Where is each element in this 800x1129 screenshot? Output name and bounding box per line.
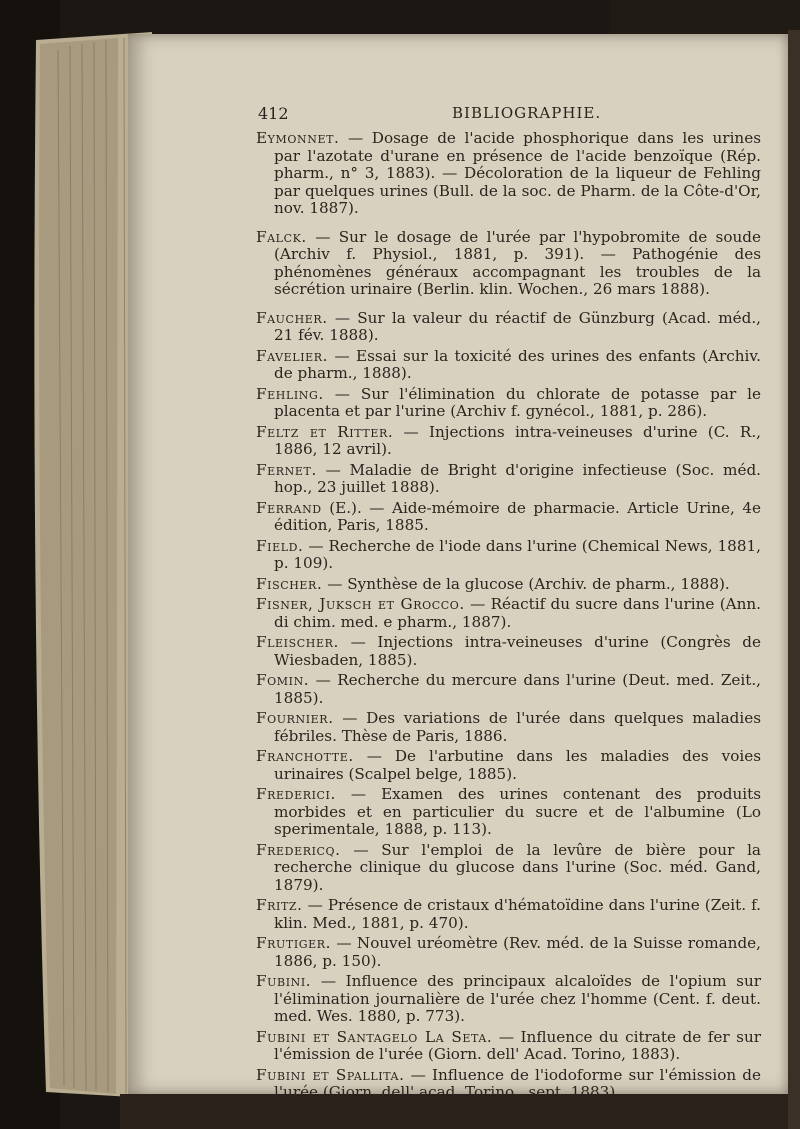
entry-text: — Influence du citrate de fer sur l'émission de l'urée (Giorn. dell' Acad. Torino, 1883). xyxy=(274,1027,761,1063)
entry-author: Eymonnet. xyxy=(256,129,340,147)
entry-text: — Injections intra-veineuses d'urine (Congrès de Wiesbaden, 1885). xyxy=(274,633,761,669)
entry-author: Fehling. xyxy=(256,384,324,403)
entry-author: Feltz et Ritter. xyxy=(256,422,394,441)
bibliography-entry xyxy=(256,786,761,839)
bibliography-entry xyxy=(256,748,761,783)
entry-text: — Influence de l'iodoforme sur l'émission de l'urée (Giorn. dell' acad. Torino., sept. 1883). xyxy=(274,1065,761,1101)
entry-author: Franchotte. xyxy=(256,747,354,765)
entry-text: — Injections intra-veineuses d'urine (C. R., 1886, 12 avril). xyxy=(274,422,761,458)
entry-text: — Maladie de Bright d'origine infectieuse (Soc. méd. hop., 23 juillet 1888). xyxy=(274,460,761,496)
entry-author: Fritz. xyxy=(256,896,303,914)
bibliography-entry xyxy=(256,538,761,573)
bibliography-entry xyxy=(256,842,761,895)
bibliography-entry xyxy=(256,1067,761,1102)
entry-text: — Recherche de l'iode dans l'urine (Chemical News, 1881, p. 109). xyxy=(274,536,761,572)
entry-text: — Sur la valeur du réactif de Günzburg (Acad. méd., 21 fév. 1888). xyxy=(274,308,761,344)
bibliography-entry xyxy=(256,935,761,970)
entry-text: — Recherche du mercure dans l'urine (Deut. med. Zeit., 1885). xyxy=(274,671,761,707)
entry-text: — Examen des urines contenant des produits morbides et en particulier du sucre et de l'albumine (Lo sperimentale, 1888, p. 113). xyxy=(274,785,761,838)
bibliography-entry xyxy=(256,500,761,535)
bibliography-entry xyxy=(256,576,761,594)
entry-author: Fernet. xyxy=(256,460,317,479)
bibliography-entry xyxy=(256,310,761,345)
entry-author: Falck. xyxy=(256,227,307,246)
bibliography-list xyxy=(256,130,761,1102)
entry-author: Fubini et Spallita. xyxy=(256,1065,405,1084)
bibliography-entry xyxy=(256,710,761,745)
entry-text: — Sur le dosage de l'urée par l'hypobromite de soude (Archiv f. Physiol., 1881, p. 391). — Pathogénie des phénomènes généraux accompagnant les troubles de la sécrétion urinaire (Berlin. klin. Wochen., 26 mars 1888). xyxy=(274,227,761,298)
entry-text: — Sur l'emploi de la levûre de bière pour la recherche clinique du glucose dans l'urine (Soc. méd. Gand, 1879). xyxy=(274,840,761,894)
entry-text: — Nouvel uréomètre (Rev. méd. de la Suisse romande, 1886, p. 150). xyxy=(274,934,761,970)
entry-author: Fleischer. xyxy=(256,633,339,651)
entry-author: Frederici. xyxy=(256,785,336,803)
entry-text: — Synthèse de la glucose (Archiv. de pharm., 1888). xyxy=(322,574,730,593)
entry-text: — Influence des principaux alcaloïdes de l'opium sur l'élimination journalière de l'urée chez l'homme (Cent. f. deut. med. Wes. 1880, p. 773). xyxy=(274,972,761,1025)
running-header xyxy=(256,98,761,130)
page-number: 412 xyxy=(258,104,289,123)
entry-author: Fredericq. xyxy=(256,840,341,859)
bibliography-entry xyxy=(256,424,761,459)
entry-author: Fubini et Santagelo La Seta. xyxy=(256,1027,493,1046)
bibliography-entry xyxy=(256,386,761,421)
entry-text: — De l'arbutine dans les maladies des voies urinaires (Scalpel belge, 1885). xyxy=(274,747,761,783)
running-title: BIBLIOGRAPHIE. xyxy=(452,104,602,122)
entry-author: Fischer. xyxy=(256,574,323,593)
bibliography-entry xyxy=(256,130,761,218)
entry-text: — Essai sur la toxicité des urines des enfants (Archiv. de pharm., 1888). xyxy=(274,346,761,382)
bibliography-entry xyxy=(256,973,761,1026)
entry-author: Fournier. xyxy=(256,709,334,727)
bibliography-entry xyxy=(256,1029,761,1064)
entry-author: Fubini. xyxy=(256,972,312,990)
bibliography-entry xyxy=(256,897,761,932)
entry-text: — Présence de cristaux d'hématoïdine dans l'urine (Zeit. f. klin. Med., 1881, p. 470). xyxy=(274,896,761,932)
bibliography-entry xyxy=(256,596,761,631)
entry-author: Field. xyxy=(256,536,304,555)
entry-text: — Dosage de l'acide phosphorique dans les urines par l'azotate d'urane en présence de l'acide benzoïque (Rép. pharm., n° 3, 1883). — Décoloration de la liqueur de Fehling par quelques urines (Bull. de la soc. de Pharm. de la Côte-d'Or, nov. 1887). xyxy=(274,129,761,217)
bibliography-entry xyxy=(256,634,761,669)
entry-text: — Des variations de l'urée dans quelques maladies fébriles. Thèse de Paris, 1886. xyxy=(274,709,761,745)
entry-author: Fomin. xyxy=(256,671,310,689)
entry-author: Favelier. xyxy=(256,346,329,365)
entry-text: (E.). — Aide-mémoire de pharmacie. Article Urine, 4e édition, Paris, 1885. xyxy=(274,498,761,534)
bibliography-entry xyxy=(256,229,761,299)
bibliography-entry xyxy=(256,672,761,707)
entry-author: Faucher. xyxy=(256,308,328,327)
page-content xyxy=(256,98,761,1105)
entry-text: — Réactif du sucre dans l'urine (Ann. di chim. med. e pharm., 1887). xyxy=(274,595,762,631)
bibliography-entry xyxy=(256,348,761,383)
entry-text: — Sur l'élimination du chlorate de potasse par le placenta et par l'urine (Archiv f. gynécol., 1881, p. 286). xyxy=(274,384,761,420)
entry-author: Frutiger. xyxy=(256,934,332,952)
entry-author: Ferrand xyxy=(256,498,322,517)
bibliography-entry xyxy=(256,462,761,497)
entry-author: Fisner, Juksch et Grocco. xyxy=(256,595,465,613)
